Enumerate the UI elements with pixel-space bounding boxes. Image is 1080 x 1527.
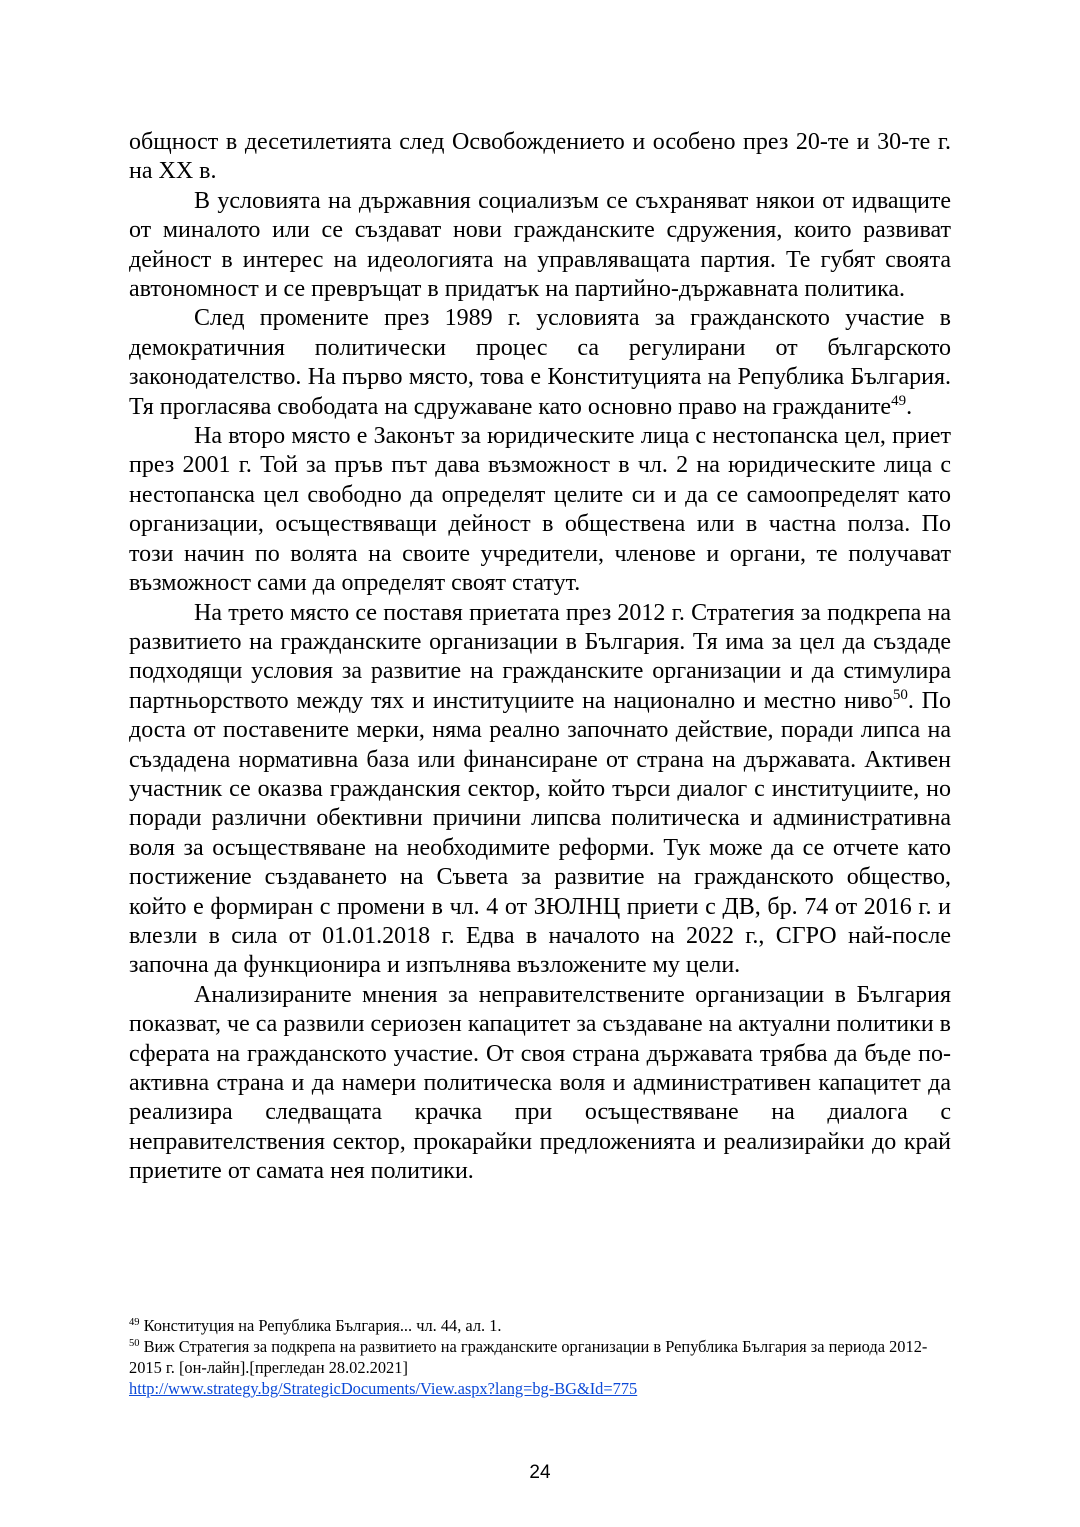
paragraph-text: След промените през 1989 г. условията за гражданското участие в демократичния политически процес са регулирани от българското законодателство. На първо място, това е Конституцията на Република България. Тя прогласява свободата на сдружаване като основно право на гражданите (129, 305, 951, 420)
paragraph-text: В условията на държавния социализъм се съхраняват някои от идващите от миналото или се създават нови гражданските сдружения, които развиват дейност в интерес на идеологията на управляващата партия. Те губят своята автономност и се превръщат в придатък на партийно-държавната политика. (129, 187, 951, 303)
footnotes (129, 1315, 929, 1399)
paragraph-text: общност в десетилетията след Освобождението и особено през 20-те и 30-те г. на XX в. (129, 129, 951, 185)
body-text (129, 128, 951, 1187)
paragraph-text-after-reference: . По доста от поставените мерки, няма реално започнато действие, поради липса на създадена нормативна база или финансиране от страна на държавата. Активен участник се оказва гражданския сектор, който търси диалог с институциите, но поради различни обективни причини липсва политическа и административна воля за осъществяване на необходимите реформи. Тук може да се отчете като постижение създаването на Съвета за развитие на гражданското общество, който е формиран с промени в чл. 4 от ЗЮЛНЦ приети с ДВ, бр. 74 от 2016 г. и влезли в сила от 01.01.2018 г. Едва в началото на 2022 г., СГРО най-после започна да функционира и изпълнява възложените му цели. (129, 687, 951, 979)
paragraph-text: На второ място е Законът за юридическите лица с нестопанска цел, приет през 2001 г. Той за пръв път дава възможност в чл. 2 на юридическите лица с нестопанска цел свободно да определят целите си и да се самоопределят като организации, осъществяващи дейност в обществена или в частна полза. По този начин по волята на своите учредители, членове и органи, те получават възможност сами да определят своят статут. (129, 423, 951, 597)
page-number: 24 (529, 1462, 551, 1483)
paragraph-constitution (129, 304, 951, 422)
paragraph-strategy (129, 599, 951, 981)
paragraph-continuation (129, 128, 951, 187)
paragraph-analysis (129, 981, 951, 1187)
paragraph-nonprofit-law (129, 422, 951, 598)
paragraph-text-after-reference: . (906, 393, 913, 420)
footnote-49 (129, 1315, 929, 1336)
strategy-link[interactable]: http://www.strategy.bg/StrategicDocuments/View.aspx?lang=bg-BG&Id=775 (129, 1379, 638, 1398)
footnote-text: Конституция на Република България... чл. 44, ал. 1. (139, 1316, 502, 1335)
footnote-text: Виж Стратегия за подкрепа на развитието на гражданските организации в Република България за периода 2012-2015 г. [он-лайн].[прегледан 28.02.2021] (129, 1337, 928, 1377)
footnote-reference-50[interactable]: 50 (892, 686, 908, 703)
paragraph-state-socialism (129, 187, 951, 305)
footnote-number: 49 (129, 1317, 140, 1328)
footnote-50 (129, 1336, 929, 1399)
paragraph-text: Анализираните мнения за неправителствените организации в България показват, че са развили сериозен капацитет за създаване на актуални политики в сферата на гражданското участие. От своя страна държавата трябва да бъде по-активна страна и да намери политическа воля и административен капацитет да реализира следващата крачка при осъществяване на диалога с неправителствения сектор, прокарайки предложенията и реализирайки до край приетите от самата нея политики. (129, 981, 951, 1185)
footnote-number: 50 (129, 1338, 140, 1349)
paragraph-text: На трето място се поставя приетата през 2012 г. Стратегия за подкрепа на развитието на гражданските организации в България. Тя има за цел да създаде подходящи условия за развитие на гражданските организации и да стимулира партньорството между тях и институциите на национално и местно ниво (129, 599, 951, 714)
footnote-reference-49[interactable]: 49 (891, 392, 907, 409)
